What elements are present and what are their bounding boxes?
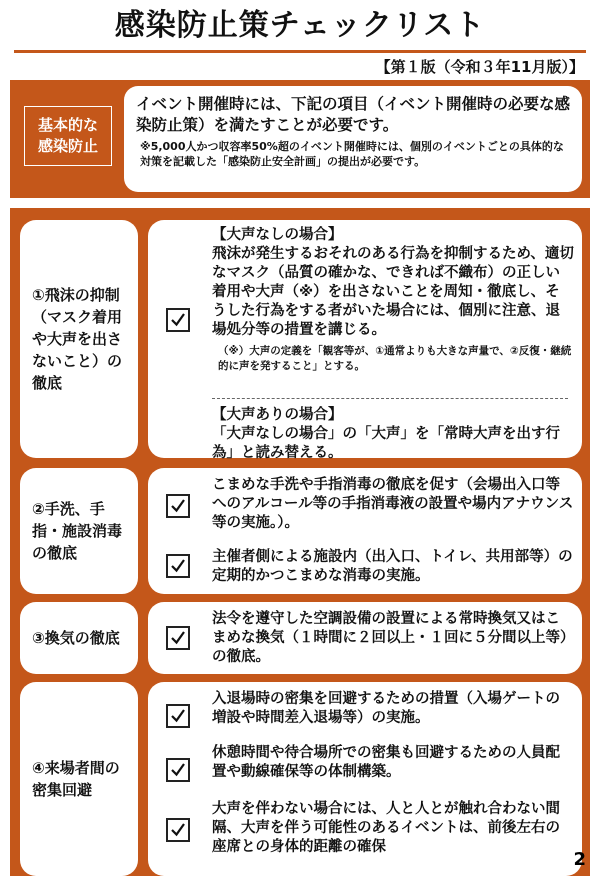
shout-definition-note: （※）大声の定義を「観客等が、①通常よりも大きな声量で、②反復・継続的に声を発すること」とする。 <box>218 345 572 372</box>
checkbox-2-2[interactable] <box>166 554 190 578</box>
section-4-body <box>148 682 582 876</box>
section-3-label: ③換気の徹底 <box>20 602 138 674</box>
section-1-divider <box>212 398 568 399</box>
intro-note: ※5,000人かつ収容率50%超のイベント開催時には、個別のイベントごとの具体的な対策を記載した「感染防止安全計画」の提出が必要です。 <box>140 140 564 168</box>
checkbox-1-1[interactable] <box>166 308 190 332</box>
title-underline <box>14 50 586 53</box>
intro-main-text: イベント開催時には、下記の項目（イベント開催時の必要な感染防止策）を満たすことが必要です。 <box>136 95 571 134</box>
checkbox-3-1[interactable] <box>166 626 190 650</box>
checkbox-4-1[interactable] <box>166 704 190 728</box>
checkbox-2-1[interactable] <box>166 494 190 518</box>
shout-text: 「大声なしの場合」の「大声」を「常時大声を出す行為」と読み替える。 <box>212 426 560 461</box>
section-1-body <box>148 220 582 461</box>
section-1-label: ①飛沫の抑制（マスク着用や大声を出さないこと）の徹底 <box>20 220 138 458</box>
no-shout-text: 飛沫が発生するおそれのある行為を抑制するため、適切なマスク（品質の確かな、できれば不織布）の正しい着用や大声（※）を出さないことを周知・徹底し、そうした行為をする者がいた場合には、個別に注意、退場処分等の措置を講じる。 <box>212 246 574 338</box>
section-4-item-2: 休憩時間や待合場所での密集も回避するための人員配置や動線確保等の体制構築。 <box>212 745 560 780</box>
no-shout-heading: 【大声なしの場合】 <box>212 227 343 243</box>
checkbox-4-3[interactable] <box>166 818 190 842</box>
edition-label: 【第１版（令和３年11月版）】 <box>375 58 584 76</box>
section-4-item-3: 大声を伴わない場合には、人と人とが触れ合わない間隔、大声を伴う可能性のあるイベントは、前後左右の座席との身体的距離の確保 <box>212 801 560 855</box>
section-2-item-1: こまめな手洗や手指消毒の徹底を促す（会場出入口等へのアルコール等の手指消毒液の設置や場内アナウンス等の実施。）。 <box>212 477 574 531</box>
intro-label <box>24 106 112 166</box>
intro-card <box>124 86 582 192</box>
section-4-label: ④来場者間の密集回避 <box>20 682 138 876</box>
intro-label-line2: 感染防止 <box>37 137 98 155</box>
section-1-shout <box>212 406 574 463</box>
checklist-panel <box>10 208 590 876</box>
intro-label-line1: 基本的な <box>37 116 98 134</box>
shout-heading: 【大声ありの場合】 <box>212 407 343 423</box>
section-3-item-1: 法令を遵守した空調設備の設置による常時換気又はこまめな換気（１時間に２回以上・１回に５分間以上等）の徹底。 <box>212 611 568 665</box>
intro-panel <box>10 80 590 198</box>
page-title: 感染防止策チェックリスト <box>114 8 486 43</box>
page-number: 2 <box>573 849 586 870</box>
section-3-body <box>148 602 582 674</box>
checkbox-4-2[interactable] <box>166 758 190 782</box>
section-2-body <box>148 468 582 594</box>
section-1-no-shout <box>212 226 574 374</box>
section-2-label: ②手洗、手指・施設消毒の徹底 <box>20 468 138 594</box>
section-4-item-1: 入退場時の密集を回避するための措置（入場ゲートの増設や時間差入退場等）の実施。 <box>212 691 560 726</box>
section-2-item-2: 主催者側による施設内（出入口、トイレ、共用部等）の定期的かつこまめな消毒の実施。 <box>212 549 573 584</box>
